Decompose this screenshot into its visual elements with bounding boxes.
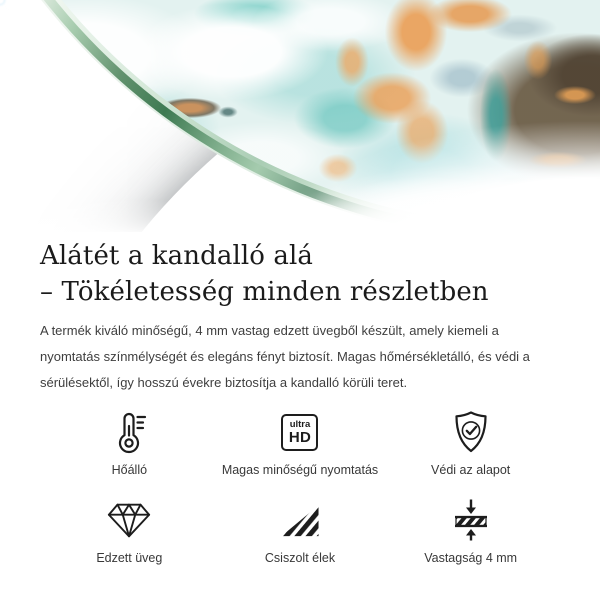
polished-edges-icon [279, 498, 321, 542]
page-title [40, 238, 560, 310]
shield-check-icon [451, 410, 491, 454]
feature-protects-base [385, 410, 556, 478]
product-photo-glass-hearth-pad [0, 0, 600, 232]
feature-polished-edges [215, 498, 386, 566]
feature-thickness-4mm [385, 498, 556, 566]
thermometer-icon [111, 410, 147, 454]
ultra-hd-icon [281, 410, 318, 454]
diamond-icon [106, 498, 152, 542]
feature-label: Hőálló [111, 463, 148, 477]
ultra-hd-icon-text-bottom: HD [288, 428, 312, 446]
feature-label: Edzett üveg [96, 551, 163, 565]
feature-label: Vastagság 4 mm [424, 551, 518, 565]
product-text-block [0, 232, 600, 566]
title-line-1: Alátét a kandalló alá [40, 241, 314, 271]
feature-tempered-glass [44, 498, 215, 566]
feature-grid [40, 410, 560, 566]
photo-white-fade [0, 0, 600, 232]
title-line-2: – Tökéletesség minden részletben [40, 277, 489, 307]
ultra-hd-icon-text-top: ultra [289, 418, 311, 430]
feature-label: Védi az alapot [431, 463, 511, 477]
thickness-icon [451, 498, 491, 542]
feature-heat-resistant [44, 410, 215, 478]
feature-label: Magas minőségű nyomtatás [221, 463, 379, 477]
feature-label: Csiszolt élek [264, 551, 336, 565]
feature-high-quality-print [215, 410, 386, 478]
product-description: A termék kiváló minőségű, 4 mm vastag edzett üvegből készült, amely kiemeli a nyomtatás színmélységét és elegáns fényt biztosít. Magas hőmérsékletálló, és védi a sérülésektől, így hosszú évekre biztosítja a kandalló körüli teret. [40, 323, 530, 390]
